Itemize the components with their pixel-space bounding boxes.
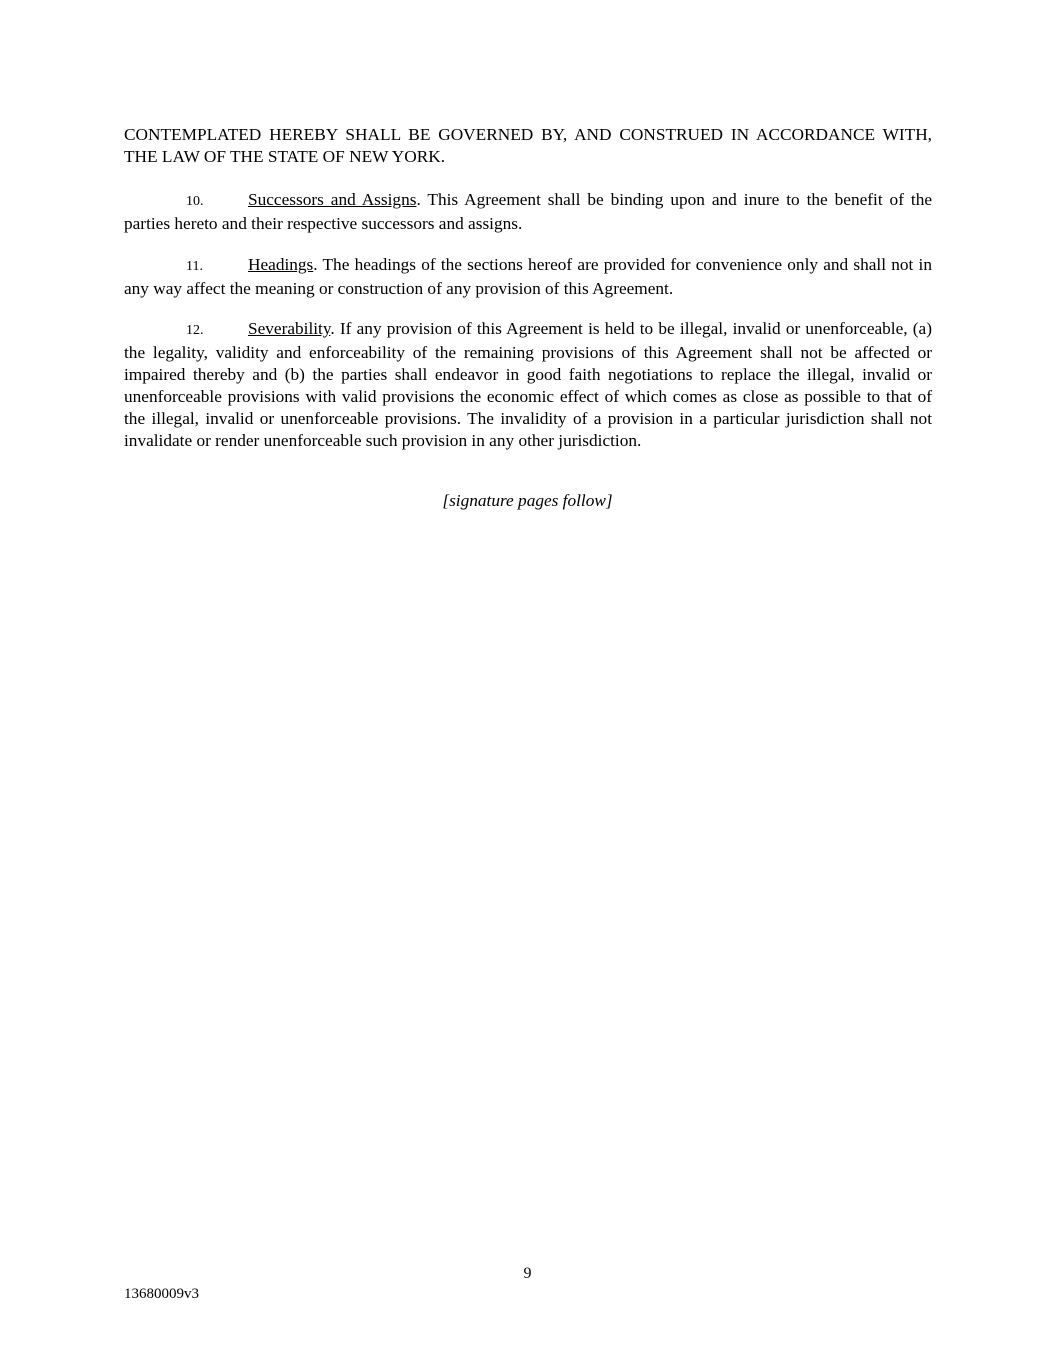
section-12-heading: Severability: [248, 319, 331, 338]
document-id: 13680009v3: [124, 1286, 199, 1302]
section-10-paragraph: [124, 189, 932, 235]
section-10-number: 10.: [186, 194, 204, 209]
section-12-paragraph: [124, 318, 932, 452]
governing-law-continuation: CONTEMPLATED HEREBY SHALL BE GOVERNED BY, AND CONSTRUED IN ACCORDANCE WITH, THE LAW OF THE STATE OF NEW YORK.: [124, 125, 932, 166]
signature-pages-note: [signature pages follow]: [442, 491, 613, 510]
section-12-number: 12.: [186, 323, 204, 338]
section-10-heading: Successors and Assigns: [248, 190, 417, 209]
section-11-paragraph: [124, 254, 932, 300]
section-11-body: . The headings of the sections hereof are provided for convenience only and shall not in any way affect the meaning or construction of any provision of this Agreement.: [124, 255, 932, 298]
page-number: 9: [523, 1265, 532, 1282]
section-12-body: . If any provision of this Agreement is held to be illegal, invalid or unenforceable, (a) the legality, validity and enforceability of the remaining provisions of this Agreement shall not be affected or impaired thereby and (b) the parties shall endeavor in good faith negotiations to replace the illegal, invalid or unenforceable provisions with valid provisions the economic effect of which comes as close as possible to that of the illegal, invalid or unenforceable provisions. The invalidity of a provision in a particular jurisdiction shall not invalidate or render unenforceable such provision in any other jurisdiction.: [124, 319, 932, 450]
section-11-number: 11.: [186, 259, 203, 274]
section-10-body: . This Agreement shall be binding upon and inure to the benefit of the parties hereto and their respective successors and assigns.: [124, 190, 932, 233]
section-11-heading: Headings: [248, 255, 314, 274]
